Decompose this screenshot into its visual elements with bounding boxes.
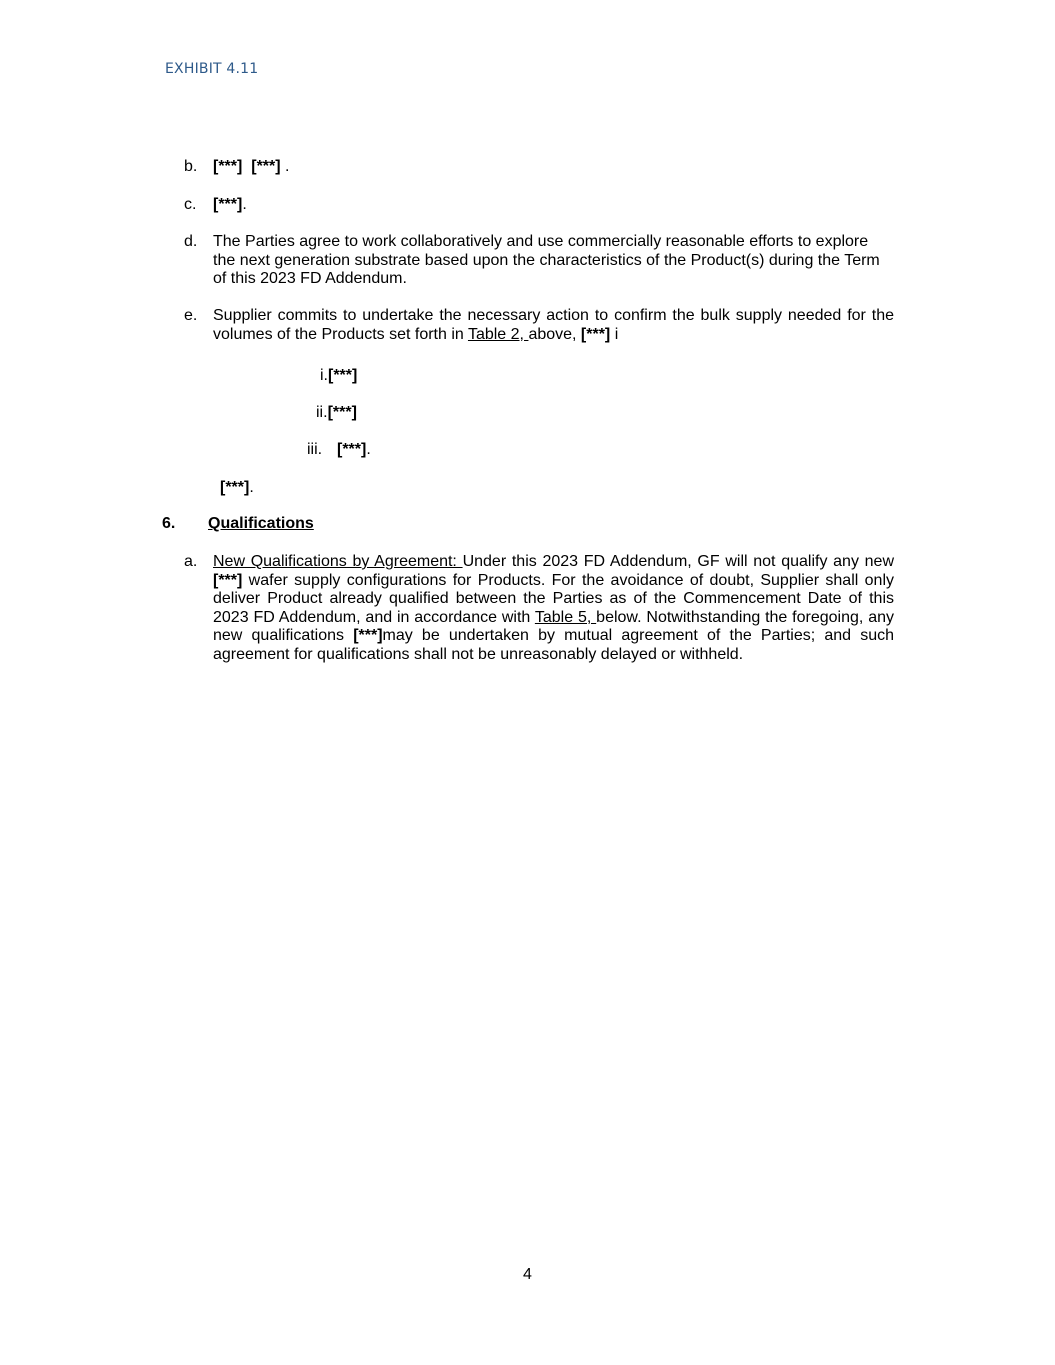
body-text: above, [528, 325, 581, 343]
list-letter: d. [184, 233, 198, 250]
list-item-c [184, 196, 894, 215]
redacted-text: [***] [220, 479, 250, 496]
subitem-iii [307, 441, 371, 460]
list-item-b [184, 158, 894, 177]
list-item-body [213, 158, 894, 177]
subitem-i [320, 367, 357, 386]
list-letter: b. [184, 158, 198, 175]
redacted-text: [***] [213, 158, 243, 175]
section-title: Qualifications [208, 515, 314, 532]
list-item-body [213, 196, 894, 215]
list-item-body: The Parties agree to work collaboratively and use commercially reasonable efforts to explore the next generation substrate based upon the characteristics of the Product(s) during the Term of this 2023 FD Addendum. [213, 233, 880, 288]
body-text: Supplier commits to undertake the necessary action to confirm the bulk supply needed for the volumes of the Products set forth in [213, 307, 894, 343]
redacted-text: [***] [337, 441, 367, 458]
punctuation: . [249, 479, 254, 496]
body-text: below. Notwithstanding the foregoing, any new qualifications [213, 608, 894, 645]
roman-numeral: ii. [316, 404, 328, 421]
list-letter: c. [184, 196, 197, 213]
redacted-text: [***] [251, 158, 281, 175]
redacted-text: [***] [580, 325, 611, 343]
closing-redacted-line [220, 479, 254, 498]
list-item-body [213, 553, 894, 665]
table-reference: Table 2, [467, 325, 529, 343]
page-number: 4 [523, 1266, 532, 1283]
roman-numeral: iii. [307, 441, 323, 458]
table-reference: Table 5, [534, 608, 597, 626]
redacted-text: [***] [213, 571, 243, 589]
subsection-heading: New Qualifications by Agreement: [213, 553, 463, 570]
body-text: wafer supply configurations for Products. For the avoidance of doubt, Supplier shall only deliver Product already qualified between the Parties as of the Commencement Date of this 2023 FD Addendum, and in accordance with [213, 571, 894, 626]
list-item-e [184, 307, 894, 344]
list-item-body [213, 307, 894, 344]
section6-item-a [184, 553, 894, 665]
section-number: 6. [162, 515, 176, 532]
redacted-text: [***] [213, 196, 243, 213]
redacted-text: [***] [327, 404, 357, 421]
body-text: Under this 2023 FD Addendum, GF will not qualify any new [462, 553, 894, 570]
section-heading [162, 515, 314, 534]
body-text: may be undertaken by mutual agreement of the Parties; and such agreement for qualifications shall not be unreasonably delayed or withheld. [213, 627, 894, 663]
roman-numeral: i. [320, 367, 328, 384]
list-letter: e. [184, 307, 198, 324]
list-letter: a. [184, 553, 198, 570]
exhibit-label: EXHIBIT 4.11 [165, 61, 259, 77]
redacted-text: [***] [353, 627, 383, 645]
punctuation: . [280, 158, 290, 175]
redacted-text: [***] [328, 367, 358, 384]
punctuation: . [242, 196, 247, 213]
subitem-ii [316, 404, 357, 423]
list-item-d [184, 233, 894, 289]
body-text: i [610, 325, 619, 343]
punctuation: . [366, 441, 371, 458]
